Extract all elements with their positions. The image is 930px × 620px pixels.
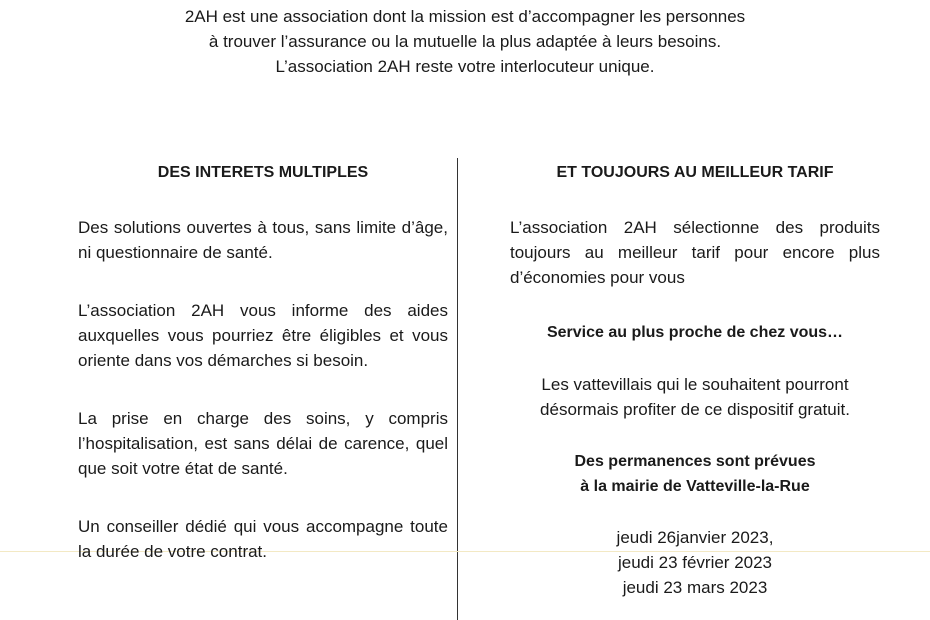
left-column [78,160,448,564]
permanences-notice [510,449,880,499]
left-paragraph-2: L’association 2AH vous informe des aides auxquelles vous pourriez être éligibles et vous oriente dans vos démarches si besoin. [78,301,448,370]
right-paragraph-1: L’association 2AH sélectionne des produits toujours au meilleur tarif pour encore plus d’économies pour vous [510,218,880,287]
right-subheading: Service au plus proche de chez vous… [546,324,844,341]
permanences-line: Des permanences sont prévues [574,453,816,470]
left-heading: DES INTERETS MULTIPLES [157,164,369,181]
right-paragraph-2 [510,372,880,422]
date-item: jeudi 26janvier 2023, [616,528,774,547]
intro-line: à trouver l’assurance ou la mutuelle la plus adaptée à leurs besoins. [208,32,722,51]
dates-list [510,525,880,600]
intro-line: L’association 2AH reste votre interlocuteur unique. [275,57,655,76]
intro-text [100,4,830,79]
left-paragraph-3: La prise en charge des soins, y compris l’hospitalisation, est sans délai de carence, quel que soit votre état de santé. [78,409,448,478]
right-heading: ET TOUJOURS AU MEILLEUR TARIF [556,164,834,181]
intro-line: 2AH est une association dont la mission est d’accompagner les personnes [184,7,746,26]
right-paragraph-2-line: désormais profiter de ce dispositif gratuit. [540,400,850,419]
right-column [510,160,880,600]
date-item: jeudi 23 février 2023 [617,553,773,572]
left-paragraph-1: Des solutions ouvertes à tous, sans limite d’âge, ni questionnaire de santé. [78,218,448,262]
permanences-line: à la mairie de Vatteville-la-Rue [580,478,810,495]
right-paragraph-2-line: Les vattevillais qui le souhaitent pourront [541,375,849,394]
date-item: jeudi 23 mars 2023 [622,578,768,597]
left-paragraph-4: Un conseiller dédié qui vous accompagne toute la durée de votre contrat. [78,517,448,561]
